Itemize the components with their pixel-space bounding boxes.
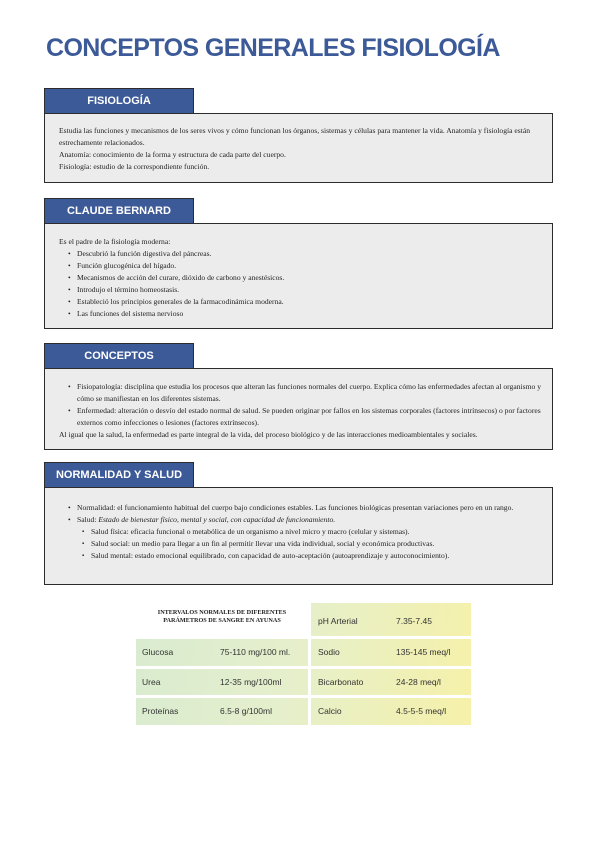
table-divider bbox=[308, 603, 311, 725]
section-tab-normalidad: NORMALIDAD Y SALUD bbox=[44, 462, 194, 488]
section-box-bernard bbox=[44, 223, 553, 329]
table-cell-value: 12-35 mg/100ml bbox=[220, 677, 282, 687]
page-title: CONCEPTOS GENERALES FISIOLOGÍA bbox=[46, 34, 500, 62]
list-item: • Enfermedad: alteración o desvío del estado normal de salud. Se pueden originar por fallos en los sistemas corporales (factores intrínsecos) o por factores externos como infecciones o lesiones (factores extrínsecos). bbox=[77, 405, 542, 429]
fisiologia-definition: Estudia las funciones y mecanismos de los seres vivos y cómo funcionan los órganos, sistemas y células para mantener la vida. Anatomía y fisiología están estrechamente relacionados. bbox=[59, 126, 530, 147]
conceptos-list bbox=[59, 381, 542, 429]
list-item bbox=[77, 514, 542, 562]
blood-parameters-table bbox=[136, 603, 471, 725]
section-tab-fisiologia: FISIOLOGÍA bbox=[44, 88, 194, 114]
section-box-conceptos bbox=[44, 368, 553, 450]
table-cell-label: Calcio bbox=[318, 706, 342, 716]
list-item: • Estableció los principios generales de la farmacodinámica moderna. bbox=[77, 296, 542, 308]
list-item: • Fisiopatología: disciplina que estudia los procesos que alteran las funciones normales del cuerpo. Explica cómo las enfermedades afectan al organismo y cómo se manifiestan en los diferentes sistemas. bbox=[77, 381, 542, 405]
salud-label: Salud: bbox=[77, 515, 99, 524]
table-cell-label: Sodio bbox=[318, 647, 340, 657]
list-item: ▪ Salud física: eficacia funcional o metabólica de un organismo a nivel micro y macro (celular y sistemas). bbox=[91, 526, 542, 538]
table-header bbox=[136, 603, 308, 636]
table-header-line: INTERVALOS NORMALES DE DIFERENTES bbox=[157, 609, 287, 616]
table-divider bbox=[311, 636, 471, 639]
list-item: ▪ Salud mental: estado emocional equilibrado, con capacidad de auto-aceptación (autoaprendizaje y autoconocimiento). bbox=[91, 550, 542, 562]
normalidad-list bbox=[59, 502, 542, 562]
list-item: • Normalidad: el funcionamiento habitual del cuerpo bajo condiciones estables. Las funciones biológicas presentan variaciones pero en un rango. bbox=[77, 502, 542, 514]
table-cell-label: Proteínas bbox=[142, 706, 179, 716]
table-cell-value: 24-28 meq/l bbox=[396, 677, 441, 687]
bernard-list bbox=[59, 248, 542, 320]
list-item: • Introdujo el término homeostasis. bbox=[77, 284, 542, 296]
table-cell-label: Urea bbox=[142, 677, 161, 687]
salud-definition: Estado de bienestar físico, mental y social, con capacidad de funcionamiento. bbox=[98, 515, 336, 524]
table-cell-label: pH Arterial bbox=[318, 616, 358, 626]
bernard-intro: Es el padre de la fisiología moderna: bbox=[59, 237, 171, 246]
anatomia-definition: Anatomía: conocimiento de la forma y estructura de cada parte del cuerpo. bbox=[59, 150, 286, 159]
table-cell-value: 6.5-8 g/100ml bbox=[220, 706, 272, 716]
list-item: • Función glucogénica del hígado. bbox=[77, 260, 542, 272]
table-cell-value: 75-110 mg/100 ml. bbox=[220, 647, 291, 657]
conceptos-closing: Al igual que la salud, la enfermedad es parte integral de la vida, del proceso biológico y de las interacciones medioambientales y sociales. bbox=[59, 430, 478, 439]
list-item: • Mecanismos de acción del curare, dióxido de carbono y anestésicos. bbox=[77, 272, 542, 284]
table-header-line: PARÁMETROS DE SANGRE EN AYUNAS bbox=[163, 617, 281, 624]
section-box-normalidad bbox=[44, 487, 553, 585]
salud-sublist bbox=[77, 526, 542, 562]
list-item: • Descubrió la función digestiva del páncreas. bbox=[77, 248, 542, 260]
table-cell-label: Glucosa bbox=[142, 647, 174, 657]
list-item: • Las funciones del sistema nervioso bbox=[77, 308, 542, 320]
table-divider bbox=[136, 636, 308, 639]
section-tab-bernard: CLAUDE BERNARD bbox=[44, 198, 194, 224]
table-divider bbox=[136, 666, 471, 669]
section-box-fisiologia bbox=[44, 113, 553, 183]
table-divider bbox=[136, 695, 471, 698]
list-item: ▪ Salud social: un medio para llegar a un fin al permitir llevar una vida individual, social y económica productivas. bbox=[91, 538, 542, 550]
fisiologia-short-definition: Fisiología: estudio de la correspondiente función. bbox=[59, 162, 210, 171]
table-cell-value: 4.5-5-5 meq/l bbox=[396, 706, 447, 716]
table-cell-value: 135-145 meq/l bbox=[396, 647, 451, 657]
table-cell-label: Bicarbonato bbox=[318, 677, 364, 687]
table-cell-value: 7.35-7.45 bbox=[396, 616, 432, 626]
section-tab-conceptos: CONCEPTOS bbox=[44, 343, 194, 369]
